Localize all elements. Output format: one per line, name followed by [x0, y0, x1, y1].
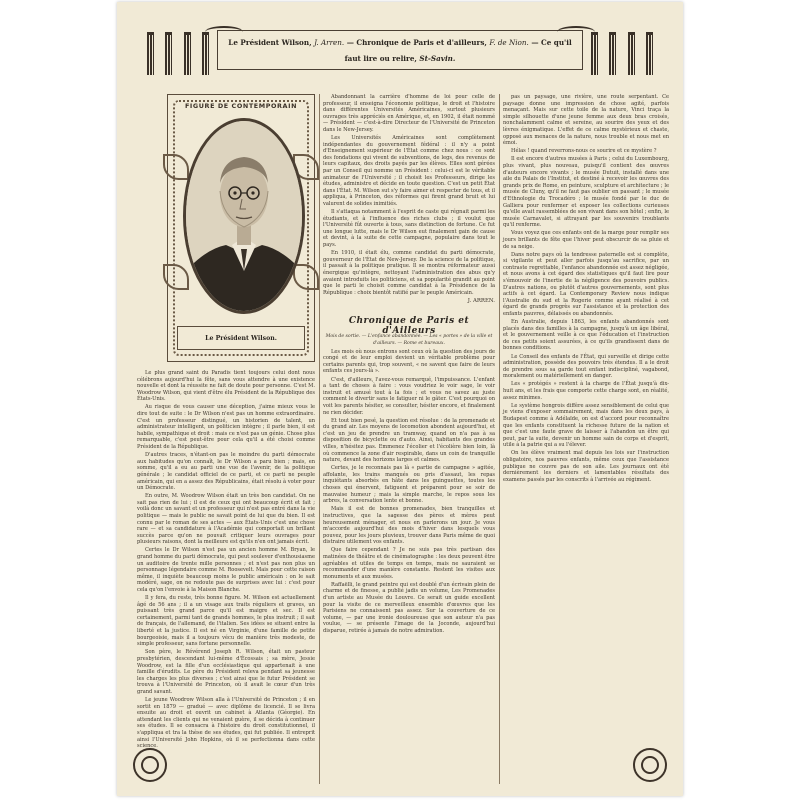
contents-line-1: [227, 38, 573, 47]
article-paragraph: Abandonnant la carrière d'homme de loi pour celle de professeur, il enseigna l'économie politique, le droit et l'histoire dans différentes Universités Américaines, surtout plusieurs ouvrages très appréciés en Amérique, et, en 1902, il était nommé — Président — c'est-à-dire Directeur de l'Université de Princeton dans le New-Jersey.: [323, 94, 495, 133]
right-scroll-ornament: [557, 26, 595, 38]
corner-scroll-ornament-icon: [627, 742, 667, 782]
contents-author-nion: F. de Nion.: [489, 38, 529, 47]
article-paragraph: Certes, je le reconnais pas là « partie de campagne » agitée, affolante, les trains manqués ou pris d'assaut, les repas inquiétants absorbés en hâte dans les guinguettes, toutes les choses qui énervent, fatiguent et préparent pour se soir de mauvaise humeur ; mais la simple marche, le repos sous les arbres, la conversation lente et bonne.: [323, 465, 495, 505]
feature-title: FIGURE DE CONTEMPORAIN: [177, 102, 305, 110]
article-paragraph: Raffaëlli, le grand peintre qui est doublé d'un écrivain plein de charme et de finesse, a publié jadis un volume, Les Promenades d'un artiste au Musée du Louvre. Ce serait un guide excellent pour la visite de ce merveilleux ensemble d'œuvres que les Parisiens ne connaissent pas assez. Sur la couverture de ce volume, — par une ironie douloureuse que son auteur n'a pas voulue, — se présente l'image de la Joconde, aujourd'hui disparue, retirée à jamais de notre admiration.: [323, 581, 495, 635]
article-paragraph: Le jeune Woodrow Wilson alla à l'Université de Princeton ; il en sortit en 1879 — gradué — avec diplôme de licencié. Il se livra ensuite au droit et ouvrit un cabinet à Atlanta (Géorgie). En attendant les clients qui ne venaient guère, il se décida à continuer ses études. Il se consacra à l'histoire du droit constitutionnel, il s'appliqua et tra la thèse de ses études, qui fut publiée. Il entreprit ainsi l'Université John Hopkins, où il se perfectionna dans cette science.: [137, 697, 315, 750]
newspaper-page: [117, 2, 683, 796]
article-paragraph: Mais il est de bonnes promenades, bien tranquilles et instructives, que la sagesse des pères et mères peut heureusement ménager, et nous en parlerons un jour. Je vous m'accorde aujourd'hui des mois d'hiver dans lesquels vous pouvez, pour les jours pluvieux, trouver dans Paris même de quoi distraire utilement vos enfants.: [323, 506, 495, 546]
wilson-article-middle-column: [323, 94, 495, 308]
portrait-feature: [167, 94, 315, 362]
left-pillars-ornament: [147, 24, 209, 74]
article-paragraph: Le Conseil des enfants de l'État, qui surveille et dirige cette administration, possède des pouvoirs très étendus. Il a le droit de prendre sous sa garde tout enfant indiscipliné, vagabond, moralement ou matériellement en danger.: [503, 353, 669, 380]
corner-scroll-ornament-icon: [133, 742, 173, 782]
wilson-portrait: [183, 118, 305, 314]
contents-faut-lire: faut lire ou relire,: [344, 54, 417, 63]
article-paragraph: Les Universités Américaines sont complètement indépendantes du gouvernement fédéral : il n'y a point d'Enseignement supérieur de l'État comme chez nous : ce sont des fondations qui vivent de subventions, de legs, des revenus de leurs capitaux, des droits payés par les élèves. Elles sont gérées par un Conseil qui nomme un Président : celui-ci est le véritable animateur de l'Université ; il choisit les Professeurs, dirige les études, administre et décide en toute question. C'est un petit État dans l'État. M. Wilson sut s'y faire aimer et respecter de tous, et il appliqua, à Princeton, des réformes qui firent grand bruit et lui valurent de solides inimitiés.: [323, 135, 495, 207]
article-paragraph: Et tout bien pesé, la question est résolue : de la promenade et du grand air. Les moyens de locomotion abondent aujourd'hui, et c'est un jeu de prendre un tramway, quand on n'a pas à sa disposition de bicyclette ou d'auto. Ainsi, habitants des grandes villes, n'hésitez pas. Emmenez l'écolier et l'écolière bien loin, là où commence la zone d'air respirable, dans un coin de tranquille nature, devant des horizons larges et calmes.: [323, 417, 495, 464]
article-paragraph: On les élève vraiment mal depuis les lois sur l'instruction obligatoire, nos pauvres enfants, même ceux que l'assistance publique ne couvre pas de son aile. Les journaux ont été dernièrement les derniers et lamentables résultats des examens passés par les conscrits à l'arrivée au régiment.: [503, 450, 669, 483]
column-divider: [499, 94, 500, 784]
portrait-caption: Le Président Wilson.: [177, 326, 305, 350]
article-paragraph: C'est, d'ailleurs, l'avez-vous remarqué, l'impuissance. L'enfant a tant de choses à faire : vous voudriez le voir sage, le voir instruit et amusé tout à la fois ; et vous ne savez au juste comment le divertir sans le fatiguer ni le gâter. C'est pourquoi on voit les parents hésiter, se consulter, hésiter encore, et finalement ne rien décider.: [323, 376, 495, 416]
chronique-subtitle: Mois de sortie. — L'enfance abandonnée. — Les « portes » de la ville et d'ailleurs. — Rome et bureaux.: [325, 334, 493, 346]
contents-author-savin: St-Savin.: [419, 54, 456, 63]
right-pillars-ornament: [591, 24, 653, 74]
chronique-middle-column: [323, 334, 495, 636]
article-paragraph: Il est encore d'autres musées à Paris ; celui du Luxembourg, plus vivant, plus nouveau, puisqu'il contient des œuvres d'auteurs encore vivants ; le musée Dutuit, installé dans une aile du Palais de l'Institut, et destiné à recevoir les œuvres des grands prix de Rome, en peinture, sculpture et architecture ; le musée de Cluny, qu'il ne faut pas oublier en passant ; le musée d'Ethnologie du Trocadéro ; le musée fondé par le duc de Galliera pour renfermer et exposer les collections curieuses qu'elle avait rassemblées de son vivant dans son hôtel ; enfin, le musée Carnavalet, si attrayant par les souvenirs troublants qu'il renferme.: [503, 156, 669, 229]
contents-chronique: — Chronique de Paris et d'ailleurs,: [346, 38, 487, 47]
article-paragraph: En Australie, depuis 1863, les enfants abandonnés sont placés dans des familles à la campagne, jusqu'à un âge libéral, et le gouvernement veille à ce que l'éducation et l'instruction de ces petits soient assurées, à ce qu'ils grandissent dans de bonnes conditions.: [503, 319, 669, 352]
article-paragraph: Les « protégés » restent à la charge de l'État jusqu'à dix-huit ans, et les frais que comporte cette charge sont, en réalité, assez minimes.: [503, 381, 669, 401]
article-paragraph: Hélas ! quand reverrons-nous ce sourire et ce mystère ?: [511, 148, 657, 155]
chronique-heading: Chronique de Paris et d'Ailleurs: [348, 316, 470, 336]
column-divider: [319, 94, 320, 784]
article-paragraph: pas un paysage, une rivière, une route serpentant. Ce paysage donne une impression de chose agité, parfois menaçant. Mais sur cette toile de la nature, Vinci traça la simple silhouette d'une jeune femme aux deux bras croisés, nonchalamment calme et sereine, au sourire des yeux et des lèvres énigmatique. L'effet de ce calme mystérieux et chaste, opposé aux menaces de la nature, nous trouble et nous met en émoi.: [503, 94, 669, 147]
article-paragraph: Les mois où nous entrons sont ceux où la question des jours de congé et de leur emploi devient un véritable problème pour certains parents qui, trop souvent, « ne savent que faire de leurs enfants ces jours-là ».: [323, 348, 495, 375]
article-paragraph: En 1910, il était élu, comme candidat du parti démocrate, gouverneur de l'État de New-Jersey. De la science de la politique, il passait à la politique pratique. Il se montra réformateur aussi énergique qu'intègre, nettoyant l'administration des abus qu'y avaient introduits les politiciens, et sa popularité grandit au point que le parti le choisit comme candidat à la Présidence de la République : choix bientôt ratifié par le peuple Américain.: [323, 250, 495, 296]
contents-line-2: [227, 54, 573, 63]
author-signature: J. ARREN.: [467, 298, 495, 305]
article-paragraph: Vous voyez que ces enfants ont de la marge pour remplir ses jours brillants de fête que l'hiver peut obscurcir de sa pluie et de sa neige.: [503, 230, 669, 250]
contents-ce-quil: — Ce qu'il: [531, 38, 572, 47]
chronique-right-column: [503, 94, 669, 485]
banner-frame: [217, 30, 583, 70]
article-paragraph: Son père, le Révérend Joseph R. Wilson, était un pasteur presbytérien, descendant lui-même d'Écossais ; sa mère, Jessie Woodrow, est la fille d'un ecclésiastique qui appartenait à une famille d'érudits. Le père du Président releva pendant sa jeunesse les charges les plus diverses ; c'est ainsi que le futur Président se trouva à l'Université de Princeton, où il avait le cœur d'un très grand savant.: [137, 649, 315, 695]
article-paragraph: Le système hongrois diffère assez sensiblement de celui que je viens d'exposer sommairement, mais dans les deux pays, à Budapest comme à Adélaïde, on est d'accord pour reconnaître que les enfants constituent la richesse future de la nation et que c'est une faute grave de laisser à l'abandon un être qui peut, par la suite, devenir un homme sain de corps et d'esprit, utile à la patrie qui a su l'élever.: [503, 402, 669, 449]
article-paragraph: Le plus grand saint du Paradis tient toujours celui dont nous célébrons aujourd'hui la fête, sans vous attendre à une existence nouvelle et dont la réussite ne fait de doute pour personne. C'est M. Woodrow Wilson, qui vient d'être élu Président de la République des États-Unis.: [137, 370, 315, 403]
article-paragraph: Au risque de vous causer une déception, j'aime mieux vous le dire tout de suite : le Dr Wilson n'est pas un homme extraordinaire. C'est un professeur distingué, un historien de talent, un administrateur intelligent, un politicien intègre ; il parle bien, il est habile, sympathique et droit : mais ce n'est pas un génie. Chose plus remarquable, c'est peut-être pour cela qu'il a été choisi comme Président de la République.: [137, 404, 315, 451]
contents-author-arren: J. Arren.: [314, 38, 345, 47]
wilson-article-left-column: [137, 370, 315, 751]
article-paragraph: Il s'attaqua notamment à l'esprit de caste qui régnait parmi les étudiants, et à l'influence des riches clubs ; il voulut que l'Université fût ouverte à tous, sans distinction de fortune. Ce fut une longue lutte, mais le Dr Wilson eut finalement gain de cause et devint, à la suite de cette campagne, populaire dans tout le pays.: [323, 209, 495, 249]
article-paragraph: Dans notre pays où la tendresse paternelle est si complète, si vigilante et peut aller parfois jusqu'au sacrifice, par un contraste regrettable, l'enfance abandonnée est assez négligée, et nous avons à cet égard des statistiques qu'il faut lire pour s'émouvoir de l'inertie de la négligence des pouvoirs publics. D'autres nations, ou plutôt d'autres gouvernements, sont plus actifs à cet égard. La Contemporary Review nous indique l'Australie du sud et la Rogerie comme ayant réalisé à cet égard de grands progrès sur l'assistance et la protection des enfants pauvres, délaissés ou abandonnés.: [503, 251, 669, 317]
portrait-image: [186, 121, 302, 311]
article-paragraph: Il y fera, du reste, très bonne figure. M. Wilson est actuellement âgé de 56 ans ; il a un visage aux traits réguliers et graves, un puissant très grand parce qu'il est maigre et sec. Il est certainement, parmi tant de grands hommes, le plus instruit ; il sait de français, de l'allemand, de l'italien. Ses idées se situent entre la liberté et la justice. Il est né en Virginie, d'une famille de petite bourgeoisie, mais il a toujours vécu de manière très modeste, de simple professeur, sans fortune personnelle.: [137, 595, 315, 648]
header-banner: [147, 24, 653, 74]
article-paragraph: En outre, M. Woodrow Wilson était un très bon candidat. On ne sait pas rien de lui ; il est de ceux qui ont beaucoup écrit et fait ; voilà donc un savant et un professeur qui n'est pas entré dans la vie politique — mais le public ne savait point de lui que du bien. Il est connu par le roman de ses actes — aux États-Unis c'est une chose rare — et sa candidature à l'Académie qui comportait un brillant succès parce qu'on ne pouvait critiquer leurs ouvrages pour plusieurs raisons, dont la meilleure est qu'ils n'en ont jamais écrit.: [137, 493, 315, 546]
contents-wilson: Le Président Wilson,: [228, 38, 312, 47]
article-paragraph: Certes le Dr Wilson n'est pas un ancien homme M. Bryan, le grand homme du parti démocrate, qui peut soulever d'enthousiasme un auditoire de trente mille personnes ; et n'est pas non plus un personnage légendaire comme M. Roosevelt. Mais pour cette raison même, il inquiète beaucoup moins le public américain : on le sait modéré, sage, on ne redoute pas de surprises avec lui : c'est pour cela qu'on l'envoie à la Maison Blanche.: [137, 547, 315, 593]
article-paragraph: Que faire cependant ? Je ne suis pas très partisan des matinées de théâtre et de cinématographe : les deux peuvent être agréables et utiles de temps en temps, mais ne sauraient se recommander d'une manière constante. Restent les visites aux monuments et aux musées.: [323, 547, 495, 580]
article-paragraph: D'autres traces, n'étant-on pas le moindre du parti démocrate aux habitudes qu'on connaît, le Dr Wilson a paru bien ; mais, en somme, qu'il a eu au parti une vue de l'avenir, de la politique générale ; le candidat officiel de ce parti, et ce parti ne peuple américain, qui en a assez des Républicains, était résolu à voter pour un Démocrate.: [137, 452, 315, 492]
